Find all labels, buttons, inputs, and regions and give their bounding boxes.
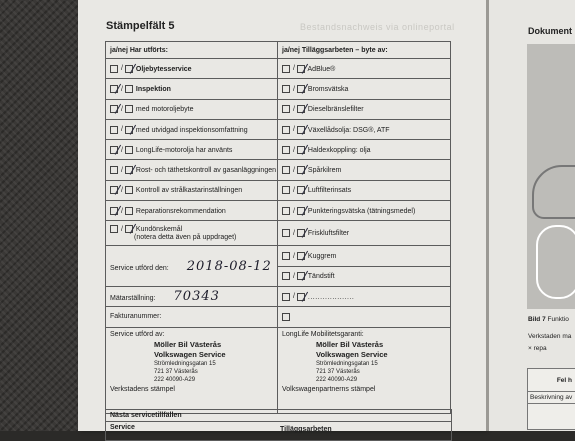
next-page-title: Dokument (528, 26, 573, 36)
row-belt: / Spårkilrem (278, 160, 451, 180)
checkbox[interactable] (282, 313, 290, 321)
checkbox[interactable] (297, 126, 305, 134)
row-gearbox-oil: / Växellådsolja: DSG®, ATF (278, 119, 451, 139)
checkbox[interactable] (125, 186, 133, 194)
row-adblue: / AdBlue® (278, 59, 451, 79)
checkbox[interactable] (282, 85, 290, 93)
checkbox[interactable] (297, 85, 305, 93)
right-header: ja/nej Tilläggsarbeten – byte av: (278, 42, 451, 59)
checkbox[interactable] (125, 225, 133, 233)
checkbox[interactable] (110, 207, 118, 215)
checkbox[interactable] (297, 272, 305, 280)
checkbox[interactable] (297, 105, 305, 113)
checkbox[interactable] (110, 186, 118, 194)
fabric-background (0, 0, 78, 431)
checkbox[interactable] (125, 166, 133, 174)
workshop-stamp-cell: Service utförd av: Möller Bil Västerås Volkswagen Service Strömledningsgatan 15 721 37 Västerås 222 40090-A29 Verkstadens stämpel (106, 327, 278, 413)
stamp-form (105, 41, 451, 414)
checkbox[interactable] (110, 85, 118, 93)
next-service-section: Nästa servicetillfällen Service Tilläggsarbeten (105, 409, 452, 441)
checkbox[interactable] (282, 186, 290, 194)
checkbox[interactable] (110, 65, 118, 73)
row-headlight-check: / Kontroll av strålkastarinställningen (106, 180, 278, 200)
checkbox[interactable] (297, 65, 305, 73)
row-longlife-oil: / LongLife-motorolja har använts (106, 140, 278, 160)
odometer-cell: Mätarställning: 70343 (106, 286, 278, 306)
checkbox[interactable] (282, 126, 290, 134)
checkbox[interactable] (297, 207, 305, 215)
checkbox[interactable] (282, 166, 290, 174)
checkbox[interactable] (282, 65, 290, 73)
row-air-filter: / Luftfilterinsats (278, 180, 451, 200)
checkbox[interactable] (125, 85, 133, 93)
row-other: / ................... (278, 286, 451, 306)
row-extended-inspection: / med utvidgad inspektionsomfattning (106, 119, 278, 139)
odometer-value: 70343 (173, 289, 220, 305)
row-oil-service: / Oljebytesservice (106, 59, 278, 79)
invoice-cell: Fakturanummer: (106, 307, 278, 327)
row-motor-oil-change: / med motoroljebyte (106, 99, 278, 119)
checkbox[interactable] (282, 229, 290, 237)
row-diesel-filter: / Dieselbränslefilter (278, 99, 451, 119)
checkbox[interactable] (125, 207, 133, 215)
partner-stamp-cell: LongLife Mobilitetsgaranti: Möller Bil Västerås Volkswagen Service Strömledningsgatan 15 721 37 Västerås 222 40090-A29 Volkswagenpartnerns stämpel (278, 327, 451, 413)
checkbox[interactable] (297, 146, 305, 154)
checkbox[interactable] (110, 146, 118, 154)
checkbox[interactable] (297, 229, 305, 237)
row-cabin-filter: / Friskluftsfilter (278, 221, 451, 246)
left-header: ja/nej Har utförts: (106, 42, 278, 59)
blank-cell (278, 307, 451, 327)
row-puncture-fluid: / Punkteringsvätska (tätningsmedel) (278, 201, 451, 221)
row-timing-belt: / Kuggrem (278, 246, 451, 266)
checkbox[interactable] (125, 146, 133, 154)
checkbox[interactable] (125, 65, 133, 73)
checkbox[interactable] (297, 166, 305, 174)
partner-stamp: Möller Bil Västerås Volkswagen Service Strömledningsgatan 15 721 37 Västerås 222 40090-A29 (316, 339, 388, 383)
row-brake-fluid: / Bromsvätska (278, 79, 451, 99)
car-top-view-icon (536, 225, 575, 299)
checkbox[interactable] (110, 166, 118, 174)
checkbox[interactable] (282, 272, 290, 280)
row-rust-check: / Rost- och täthetskontroll av gasanläggningen (106, 160, 278, 180)
checkbox[interactable] (282, 252, 290, 260)
checkbox[interactable] (297, 252, 305, 260)
checkbox[interactable] (282, 293, 290, 301)
row-customer-request: / Kundönskemål (notera detta även på uppdraget) (106, 221, 278, 246)
checkbox[interactable] (282, 105, 290, 113)
row-spark-plugs: / Tändstift (278, 266, 451, 286)
checkbox[interactable] (297, 293, 305, 301)
dealer-stamp: Möller Bil Västerås Volkswagen Service Strömledningsgatan 15 721 37 Västerås 222 40090-A29 (154, 339, 226, 383)
checkbox[interactable] (110, 126, 118, 134)
service-date-value: 2018-08-12 (186, 258, 272, 274)
row-repair-recommendation: / Reparationsrekommendation (106, 201, 278, 221)
service-date-cell: Service utförd den: 2018-08-12 (106, 246, 278, 287)
checkbox[interactable] (110, 225, 118, 233)
ghost-header: Bestandsnachweis via onlineportal (300, 22, 455, 32)
checkbox[interactable] (282, 207, 290, 215)
page-title: Stämpelfält 5 (106, 20, 175, 32)
checkbox[interactable] (125, 126, 133, 134)
checkbox[interactable] (110, 105, 118, 113)
row-inspection: / Inspektion (106, 79, 278, 99)
row-haldex: / Haldexkoppling: olja (278, 140, 451, 160)
checkbox[interactable] (125, 105, 133, 113)
checkbox[interactable] (297, 186, 305, 194)
checkbox[interactable] (282, 146, 290, 154)
defect-box: Fel h Beskrivning av (527, 368, 575, 430)
